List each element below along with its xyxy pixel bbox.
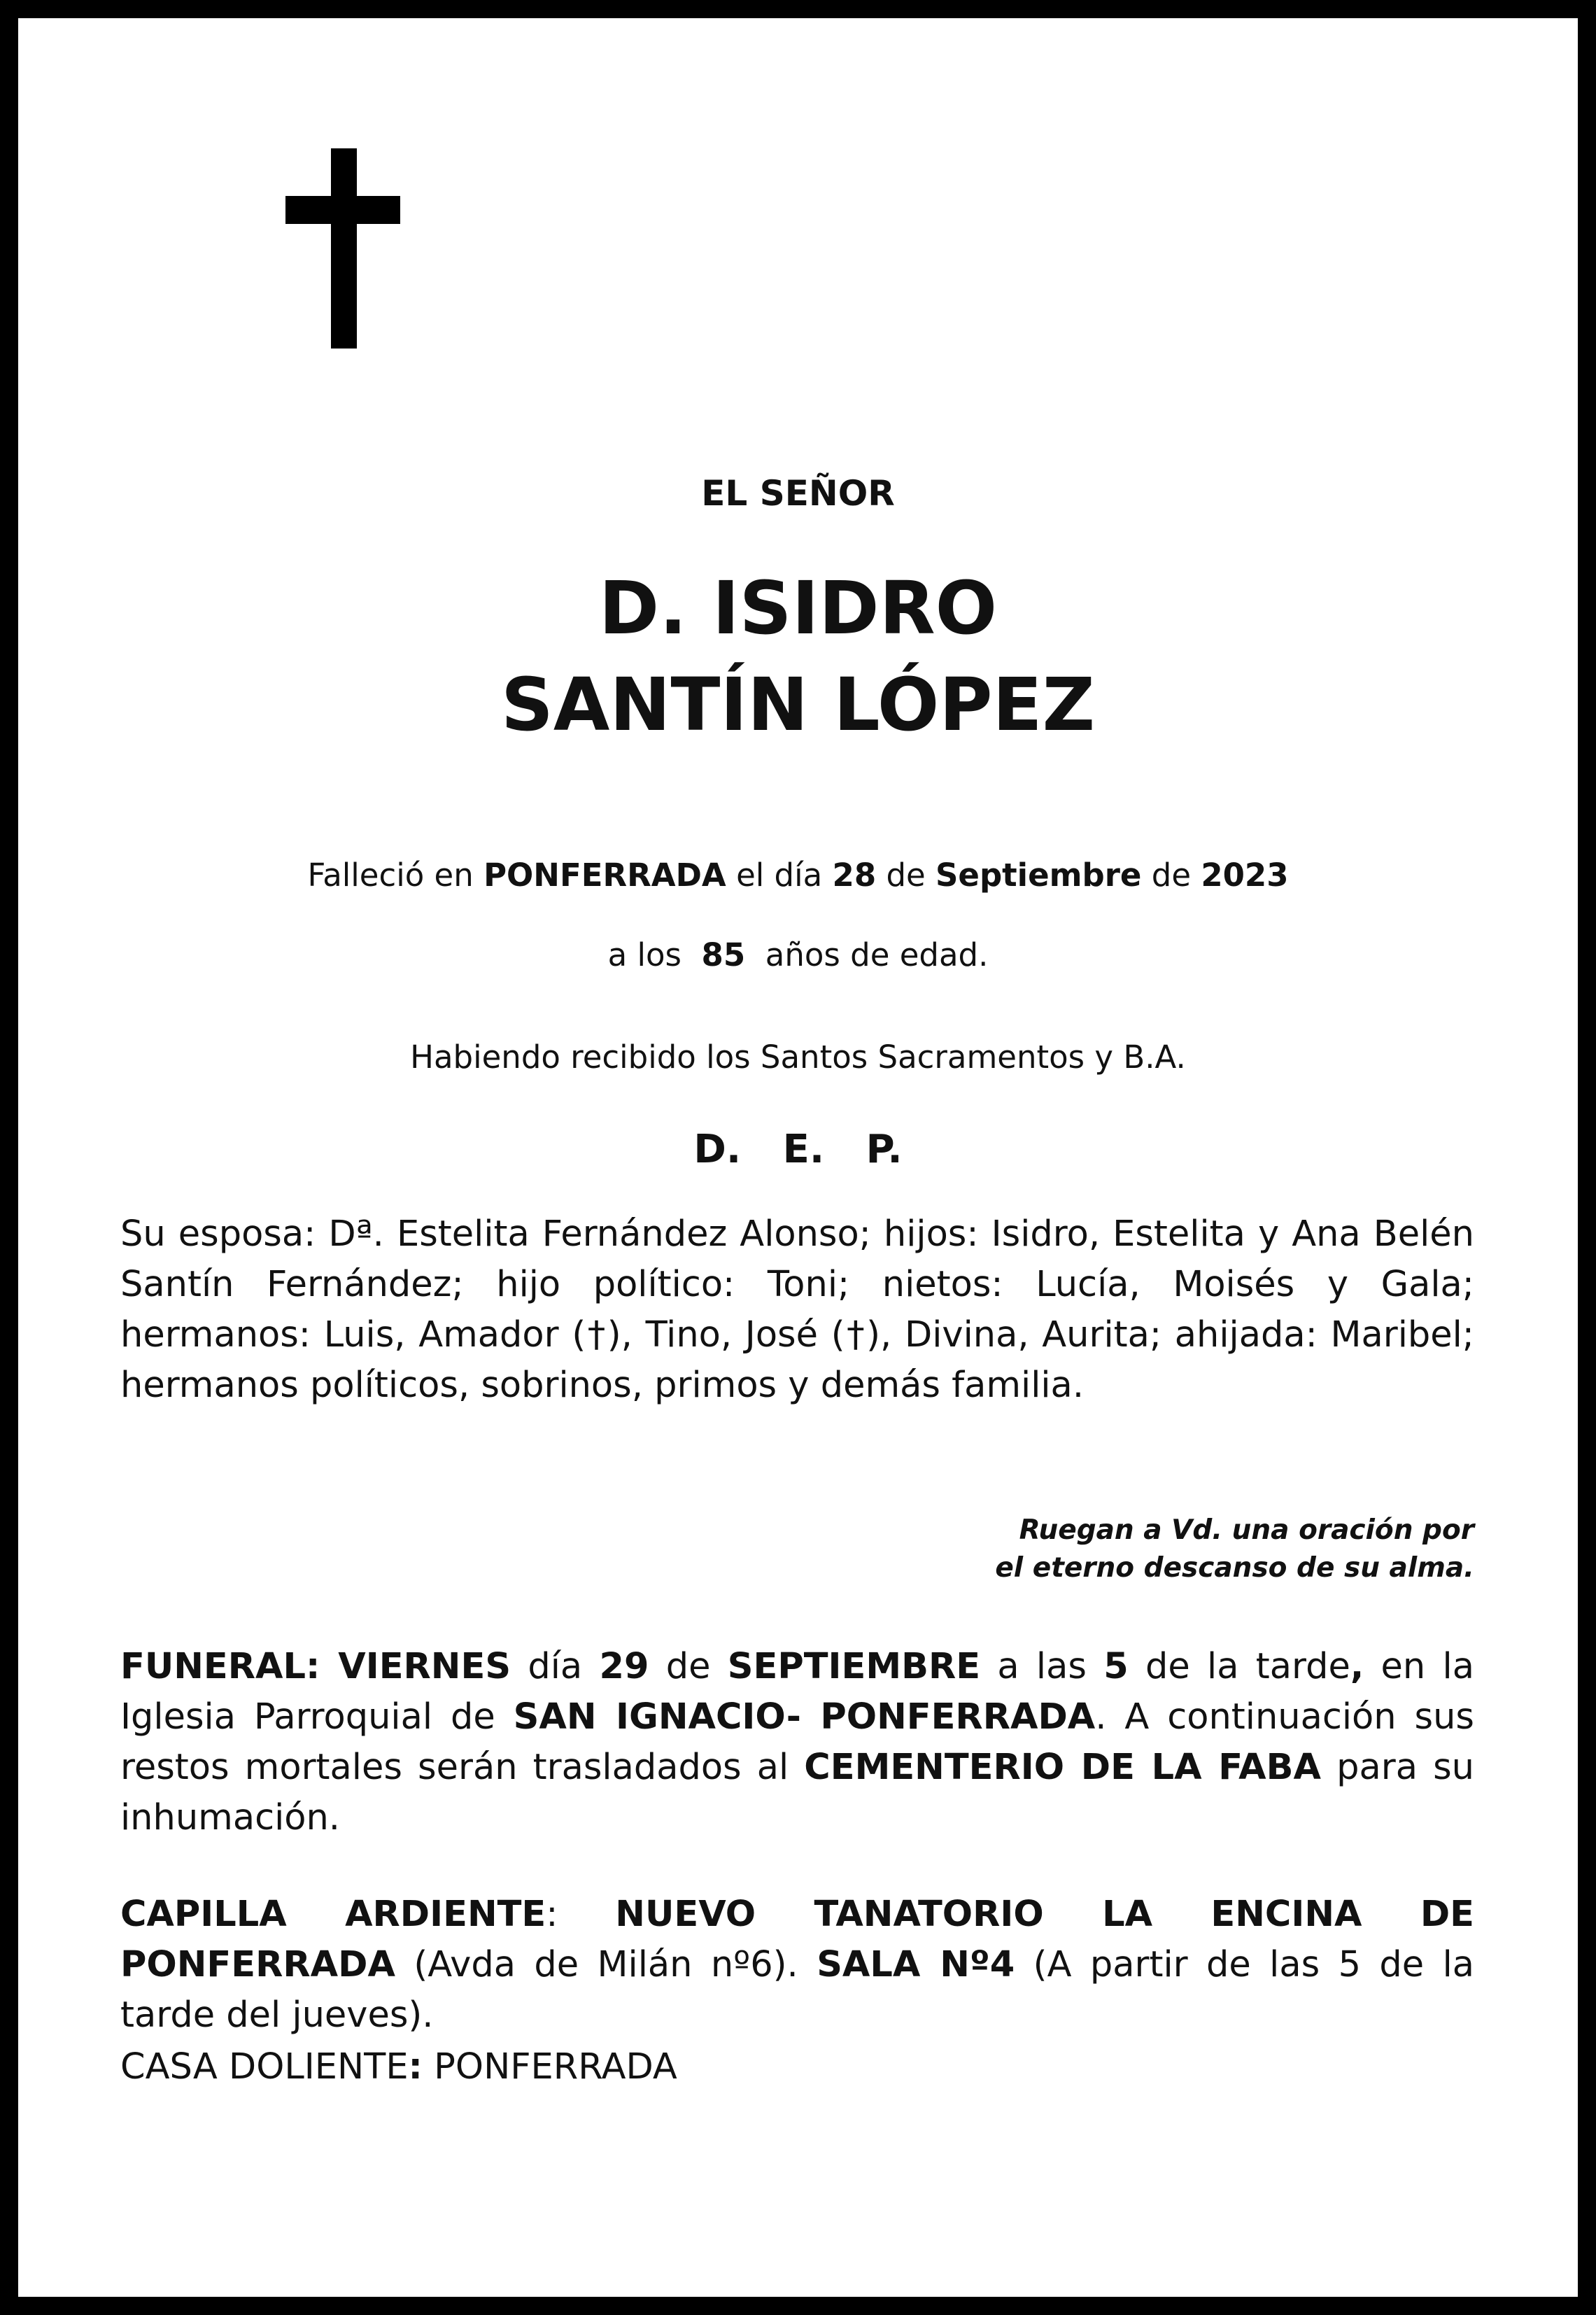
- death-de-1: de: [886, 857, 926, 894]
- funeral-text: . A continuación sus restos mortales serán trasladados al: [120, 1696, 1474, 1788]
- age-years: 85: [701, 936, 746, 973]
- funeral-text: de la tarde: [1145, 1646, 1350, 1687]
- funeral-text: de: [665, 1646, 711, 1687]
- capilla-colon: :: [546, 1894, 558, 1935]
- funeral-label: FUNERAL: VIERNES: [120, 1646, 511, 1687]
- death-month: Septiembre: [935, 857, 1142, 894]
- capilla-room: SALA Nº4: [817, 1944, 1015, 1985]
- casa-label: CASA DOLIENTE: [120, 2046, 409, 2088]
- cross-horizontal-bar: [285, 196, 400, 224]
- deceased-name: [0, 560, 1596, 753]
- family-paragraph: Su esposa: Dª. Estelita Fernández Alonso; hijos: Isidro, Estelita y Ana Belén Santín Fernández; hijo político: Toni; nietos: Lucía, Moisés y Gala; hermanos: Luis, Amador (†), Tino, José (†), Divina, Aurita; ahijada: Maribel; hermanos políticos, sobrinos, primos y demás familia.: [120, 1213, 1474, 1406]
- funeral-comma: ,: [1350, 1646, 1364, 1687]
- age-prefix: a los: [607, 936, 682, 973]
- death-day: 28: [832, 857, 877, 894]
- capilla-address: (Avda de Milán nº6).: [414, 1944, 798, 1985]
- prayer-request: [995, 1512, 1474, 1587]
- capilla-note: (A partir de las 5 de la tarde del jueves).: [120, 1944, 1475, 2036]
- prayer-line-1: Ruegan a Vd. una oración por: [1019, 1514, 1474, 1546]
- name-line-2: SANTÍN LÓPEZ: [501, 662, 1095, 747]
- cross-vertical-bar: [331, 148, 357, 349]
- funeral-text: en la Iglesia Parroquial de: [120, 1646, 1474, 1738]
- dep-line: D. E. P.: [693, 1127, 903, 1172]
- death-prefix: Falleció en: [307, 857, 474, 894]
- sacraments-line: Habiendo recibido los Santos Sacramentos y B.A.: [410, 1039, 1186, 1076]
- funeral-text: día: [528, 1646, 583, 1687]
- casa-doliente-line: [120, 2042, 1474, 2092]
- death-el-dia: el día: [736, 857, 823, 894]
- age-suffix: años de edad.: [765, 936, 989, 973]
- capilla-paragraph: [120, 1890, 1474, 2041]
- casa-place: PONFERRADA: [434, 2046, 677, 2088]
- funeral-text: a las: [997, 1646, 1087, 1687]
- death-place: PONFERRADA: [483, 857, 726, 894]
- age-line: [0, 936, 1596, 973]
- funeral-month: SEPTIEMBRE: [727, 1646, 981, 1687]
- capilla-place: NUEVO TANATORIO LA ENCINA DE PONFERRADA: [120, 1894, 1475, 1985]
- prayer-line-2: el eterno descanso de su alma.: [995, 1552, 1474, 1584]
- title-el-senor: EL SEÑOR: [701, 473, 895, 514]
- funeral-hour: 5: [1103, 1646, 1129, 1687]
- casa-colon: :: [408, 2046, 423, 2088]
- funeral-day: 29: [599, 1646, 649, 1687]
- death-year: 2023: [1201, 857, 1289, 894]
- name-line-1: D. ISIDRO: [598, 565, 998, 651]
- capilla-label: CAPILLA ARDIENTE: [120, 1894, 546, 1935]
- funeral-church: SAN IGNACIO- PONFERRADA: [513, 1696, 1096, 1738]
- cross-icon: [285, 148, 400, 349]
- funeral-text: para su inhumación.: [120, 1747, 1474, 1838]
- death-line: [0, 857, 1596, 894]
- funeral-paragraph: [120, 1642, 1474, 1843]
- death-de-2: de: [1151, 857, 1191, 894]
- funeral-cemetery: CEMENTERIO DE LA FABA: [804, 1747, 1321, 1788]
